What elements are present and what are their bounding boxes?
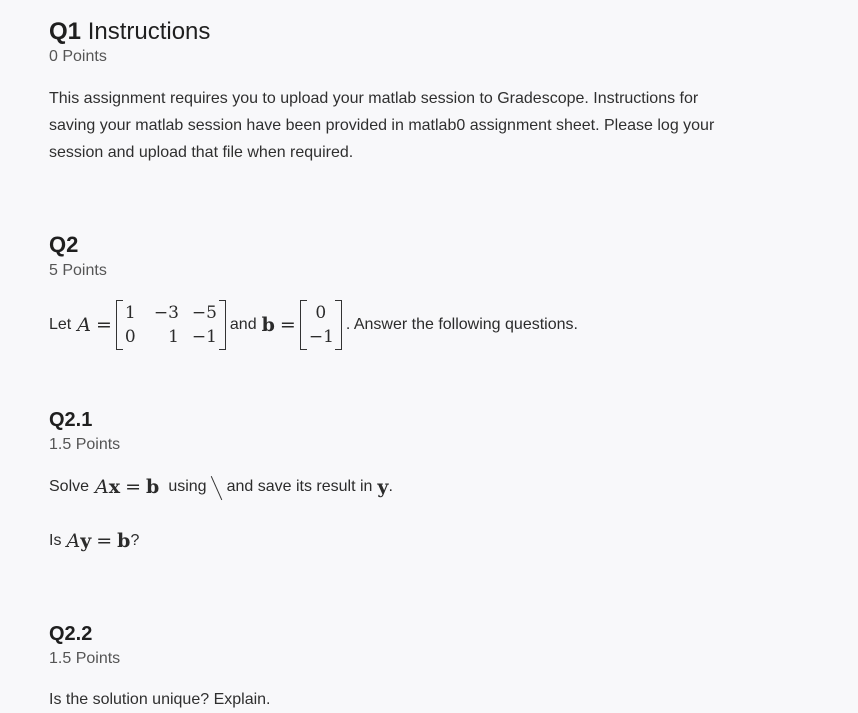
vector-b (300, 300, 342, 350)
right-bracket (219, 300, 226, 350)
A-symbol: A (95, 476, 109, 498)
left-bracket (300, 300, 307, 350)
q21-points: 1.5 Points (49, 436, 121, 453)
and-text: and (229, 316, 257, 333)
y-symbol: y (80, 530, 92, 552)
q1-points: 0 Points (49, 48, 107, 65)
matrix-cell: −1 (191, 327, 217, 347)
q1-body-line: saving your matlab session have been provided in matlab0 assignment sheet. Please log your (49, 117, 715, 134)
q22-question: Is the solution unique? Explain. (49, 691, 271, 708)
q1-heading (49, 20, 210, 44)
b-symbol: b (117, 530, 131, 552)
matrix-A (116, 300, 226, 350)
period: . (388, 478, 393, 495)
A-symbol: A (66, 530, 81, 552)
q21-is-line (49, 528, 139, 554)
equals-sign: = (96, 530, 113, 552)
matrix-cell: 1 (124, 303, 136, 323)
question-mark: ? (130, 532, 140, 549)
matrix-cell: −3 (153, 303, 179, 323)
q1-body-line: session and upload that file when required. (49, 144, 354, 161)
right-bracket (335, 300, 342, 350)
x-symbol: x (108, 476, 121, 498)
q1-body (49, 85, 829, 166)
q21-number: Q2.1 (49, 409, 93, 431)
q1-label: Instructions (87, 18, 211, 45)
matrix-A-symbol: A (77, 314, 91, 336)
matrix-cell: 0 (124, 327, 136, 347)
equals-sign: = (279, 314, 296, 336)
q22-points: 1.5 Points (49, 650, 121, 667)
equals-sign: = (95, 314, 112, 336)
q2-points: 5 Points (49, 262, 107, 279)
let-text: Let (49, 316, 72, 333)
q2-statement (49, 299, 578, 351)
vector-cell: −1 (308, 327, 334, 347)
y-symbol: y (377, 476, 389, 498)
backslash-operator-icon (211, 477, 223, 497)
q21-solve-line (49, 474, 393, 500)
left-bracket (116, 300, 123, 350)
q1-body-line: This assignment requires you to upload your matlab session to Gradescope. Instructions for (49, 90, 699, 107)
matrix-cell: 1 (168, 327, 179, 347)
is-text: Is (49, 532, 62, 549)
using-text: using (168, 478, 207, 495)
solve-text: Solve (49, 478, 90, 495)
vector-cell: 0 (315, 303, 327, 323)
save-text: and save its result in (226, 478, 373, 495)
q1-number: Q1 (49, 18, 82, 45)
q2-number: Q2 (49, 232, 79, 257)
q2-tail-text: . Answer the following questions. (345, 316, 578, 333)
equals-sign: = (125, 476, 142, 498)
matrix-cell: −5 (191, 303, 217, 323)
b-symbol: b (146, 476, 160, 498)
q22-number: Q2.2 (49, 623, 93, 645)
vector-b-symbol: b (261, 314, 275, 336)
